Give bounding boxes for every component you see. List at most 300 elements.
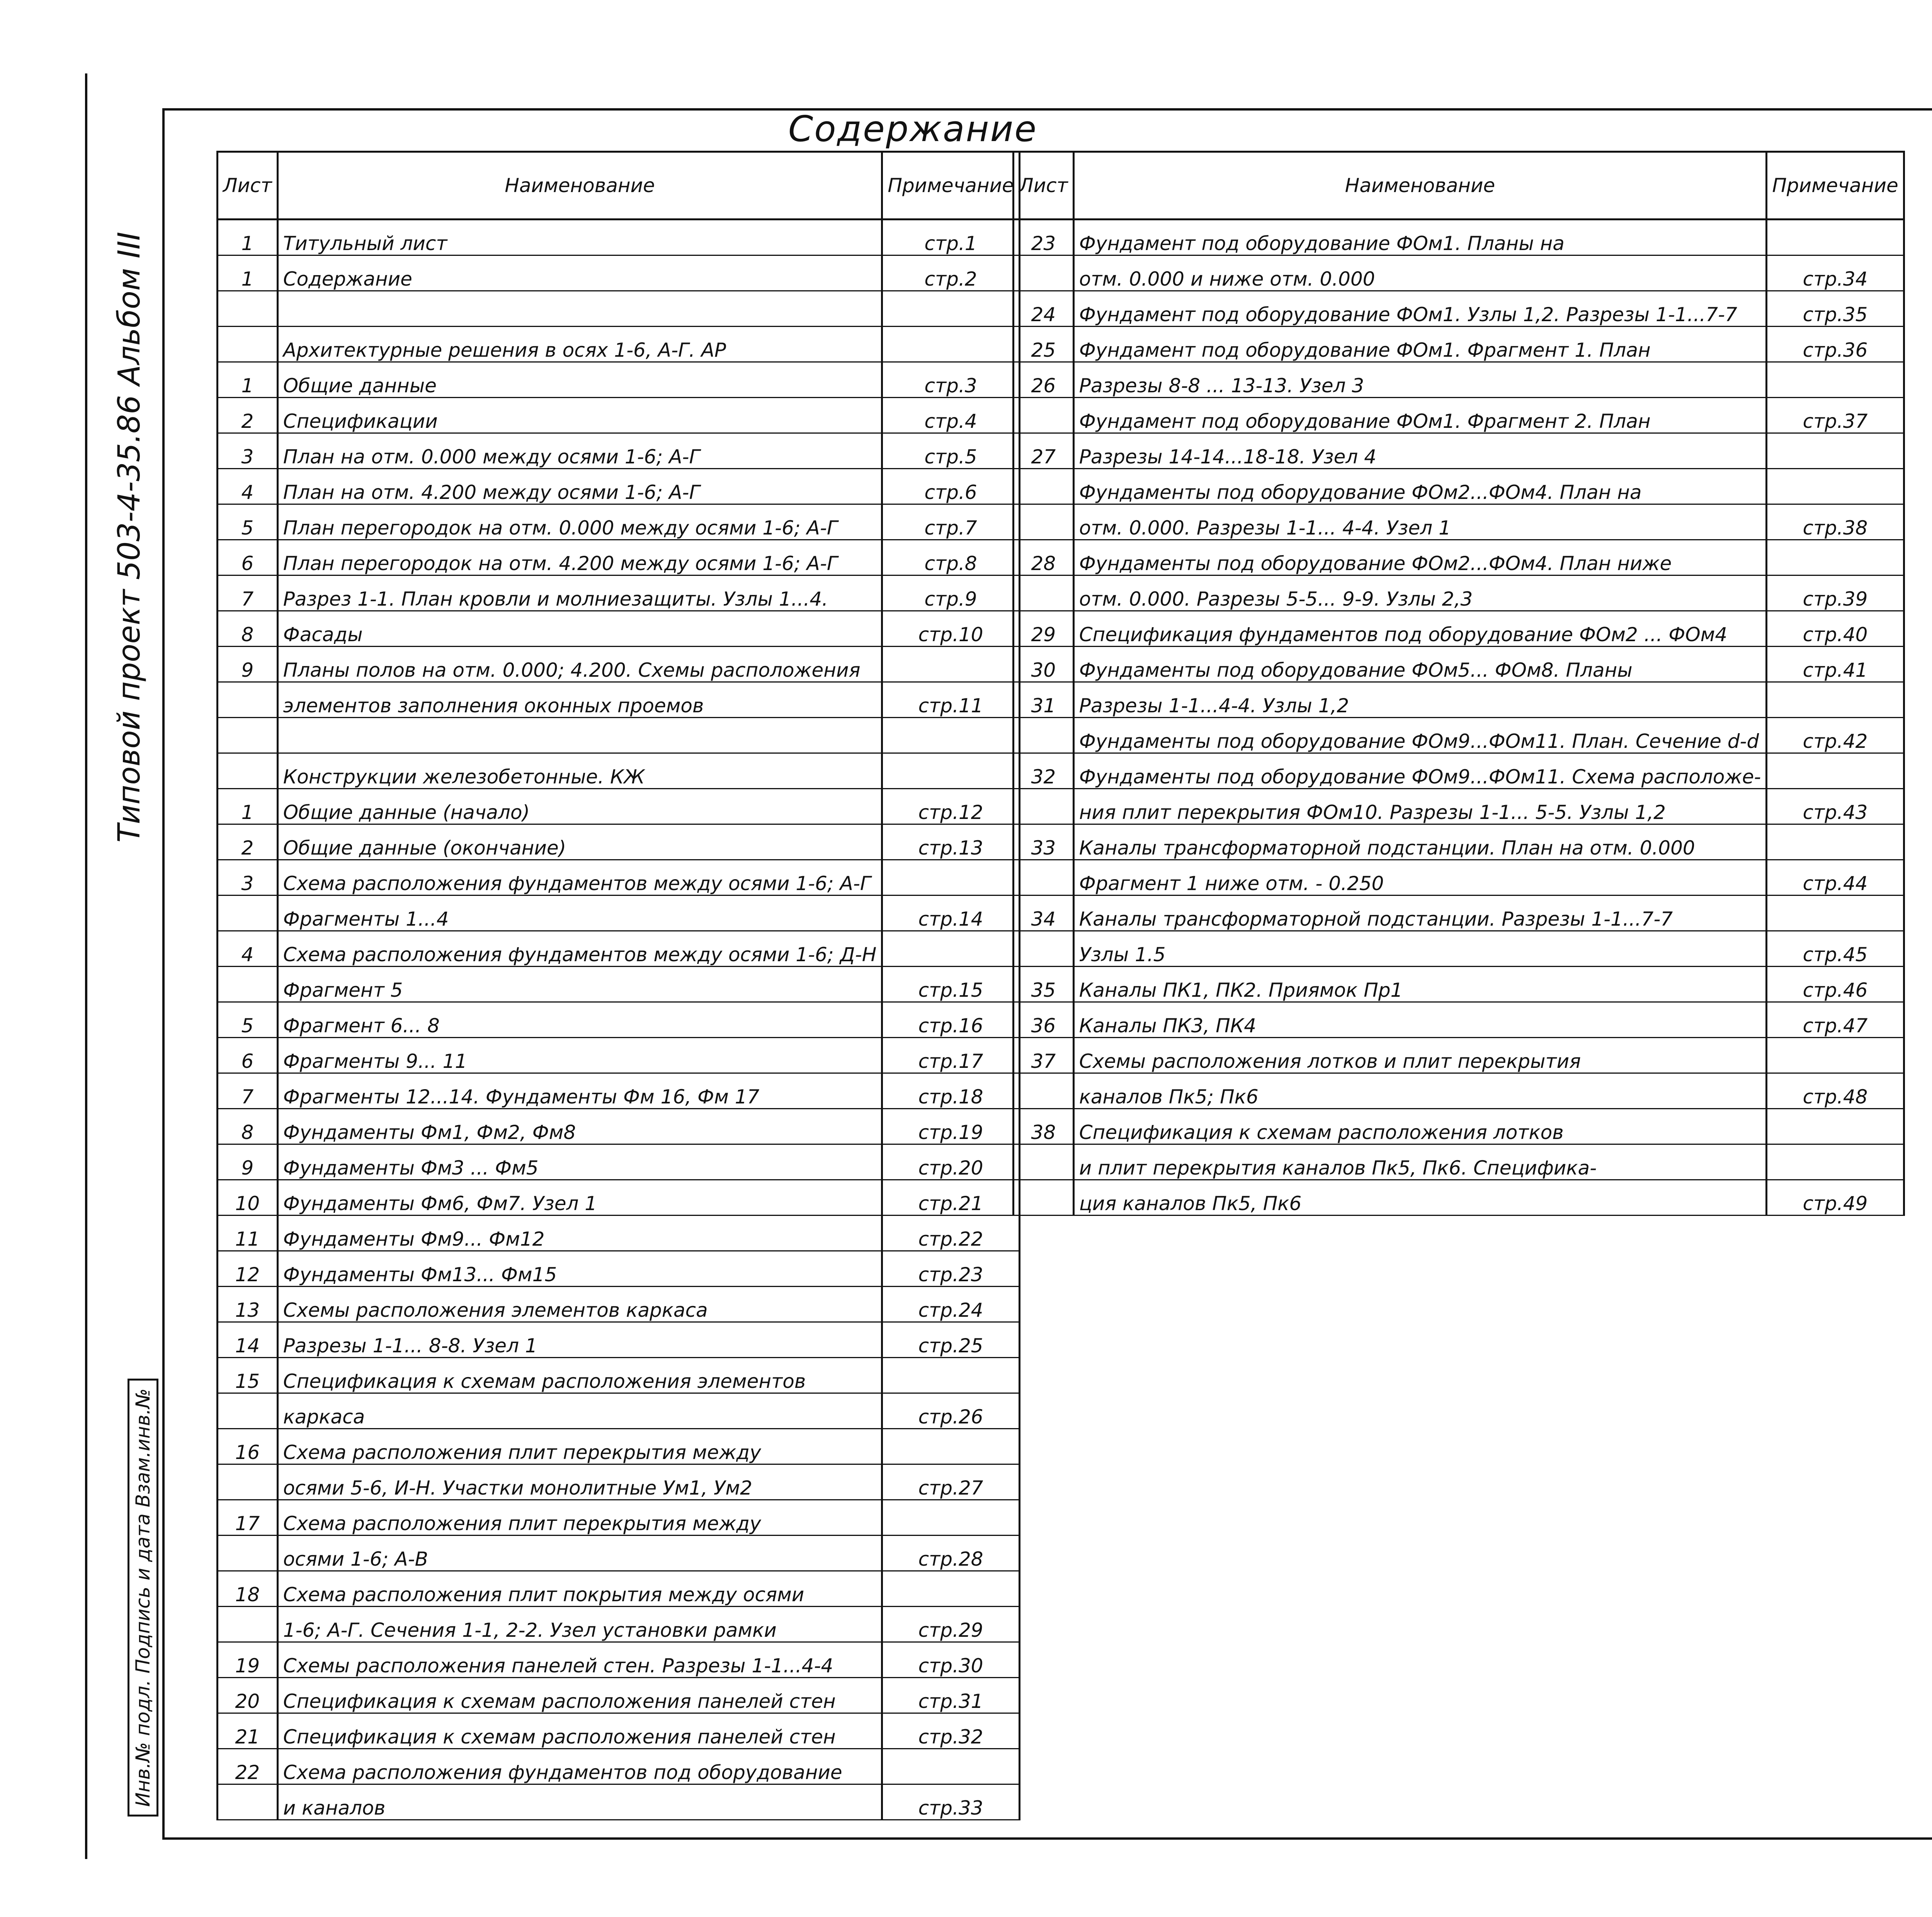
toc-row-title-cell (277, 1393, 882, 1429)
toc-row-title-cell (277, 1287, 882, 1322)
toc-row-sheet-number-cell (218, 1358, 278, 1393)
toc-row-title: Каналы ПК1, ПК2. Приямок Пр1 (1079, 979, 1403, 1002)
toc-row (1014, 647, 1904, 682)
toc-row (218, 362, 1020, 398)
toc-row-page: стр.9 (925, 588, 977, 611)
toc-row (1014, 1002, 1904, 1038)
toc-row-page: стр.17 (918, 1050, 983, 1073)
toc-row-page: стр.25 (918, 1335, 983, 1358)
toc-row-page: стр.8 (925, 552, 977, 575)
toc-row-title-cell (1073, 255, 1767, 291)
side-caption: Типовой проект 503-4-35.86 Альбом III (112, 232, 147, 843)
toc-row-title: Схема расположения плит перекрытия между (283, 1512, 761, 1536)
toc-row-page-cell (1767, 540, 1904, 575)
toc-row (218, 433, 1020, 469)
toc-row (218, 753, 1020, 789)
toc-row-page-cell (882, 1144, 1019, 1180)
toc-row-sheet-number-cell (218, 540, 278, 575)
toc-row-title-cell (1073, 362, 1767, 398)
toc-row-title: Разрезы 14-14...18-18. Узел 4 (1079, 446, 1376, 469)
toc-row-title: Фундамент под оборудование ФОм1. Планы на (1079, 232, 1565, 255)
toc-row-page: стр.49 (1803, 1192, 1868, 1216)
toc-row-page-cell (882, 1180, 1019, 1216)
toc-row-page-cell (882, 1749, 1019, 1784)
toc-row-page-cell (1767, 433, 1904, 469)
toc-row (218, 398, 1020, 433)
toc-row-page-cell (882, 1322, 1019, 1358)
toc-row-title: Разрезы 1-1...4-4. Узлы 1,2 (1079, 695, 1349, 718)
toc-row (218, 1571, 1020, 1607)
toc-row-sheet-number: 11 (235, 1228, 260, 1250)
toc-row-sheet-number-cell (218, 1713, 278, 1749)
toc-row-title: ния плит перекрытия ФОм10. Разрезы 1-1... 5-5. Узлы 1,2 (1079, 801, 1666, 824)
toc-row-page-cell (1767, 824, 1904, 860)
toc-row-title-cell (277, 1500, 882, 1536)
toc-row-sheet-number-cell (1014, 824, 1074, 860)
toc-row-page: стр.15 (918, 979, 983, 1002)
toc-row (1014, 1073, 1904, 1109)
toc-row-title-cell (277, 1429, 882, 1464)
toc-row-sheet-number: 1 (241, 801, 254, 824)
toc-row-sheet-number-cell (218, 647, 278, 682)
toc-row-title-cell (277, 1180, 882, 1216)
toc-row-title: Планы полов на отм. 0.000; 4.200. Схемы расположения (283, 659, 861, 682)
toc-row-sheet-number-cell (218, 789, 278, 824)
toc-row-sheet-number: 18 (235, 1583, 260, 1606)
toc-row-title-cell (1073, 860, 1767, 896)
toc-row-sheet-number: 8 (241, 623, 254, 646)
toc-row-title-cell (1073, 1073, 1767, 1109)
toc-row-sheet-number-cell (218, 1571, 278, 1607)
toc-row (218, 1358, 1020, 1393)
toc-row-title-cell (277, 682, 882, 718)
toc-row-page-cell (1767, 611, 1904, 647)
toc-row-sheet-number-cell (1014, 540, 1074, 575)
toc-row-page: стр.35 (1803, 303, 1868, 327)
toc-row-title: ция каналов Пк5, Пк6 (1079, 1192, 1302, 1216)
toc-row-page: стр.37 (1803, 410, 1868, 433)
toc-row-sheet-number: 7 (241, 588, 254, 610)
toc-row-title-cell (277, 1749, 882, 1784)
toc-row-sheet-number: 4 (241, 943, 254, 966)
toc-row-page-cell (882, 753, 1019, 789)
toc-row-page: стр.1 (925, 232, 977, 255)
toc-row-page: стр.12 (918, 801, 983, 824)
toc-row (218, 611, 1020, 647)
toc-row-page-cell (882, 433, 1019, 469)
toc-row-page: стр.5 (925, 446, 977, 469)
toc-row-title-cell (277, 540, 882, 575)
toc-row-title-cell (1073, 1038, 1767, 1073)
toc-row-page-cell (882, 1500, 1019, 1536)
toc-row-title: Разрезы 1-1... 8-8. Узел 1 (283, 1335, 537, 1358)
toc-row (218, 575, 1020, 611)
toc-row-title-cell (277, 433, 882, 469)
toc-row-page-cell (1767, 718, 1904, 753)
toc-row-title: Титульный лист (283, 232, 447, 255)
toc-row-sheet-number-cell (218, 1216, 278, 1251)
toc-row-page-cell (882, 1464, 1019, 1500)
toc-row-page-cell (882, 1429, 1019, 1464)
toc-row-title-cell (277, 931, 882, 967)
toc-row-sheet-number: 9 (241, 659, 254, 681)
toc-row (218, 1073, 1020, 1109)
toc-row-page-cell (1767, 1073, 1904, 1109)
toc-row-title: Схема расположения плит покрытия между осями (283, 1583, 804, 1607)
toc-table-left (216, 151, 1020, 1820)
toc-row-page-cell (882, 1251, 1019, 1287)
toc-row-sheet-number: 36 (1031, 1015, 1056, 1037)
toc-row-sheet-number: 15 (235, 1370, 260, 1393)
toc-row-sheet-number-cell (1014, 1144, 1074, 1180)
toc-row-sheet-number: 37 (1031, 1050, 1056, 1073)
toc-row-title-cell (1073, 540, 1767, 575)
toc-row-title: 1-6; А-Г. Сечения 1-1, 2-2. Узел установки рамки (283, 1619, 777, 1642)
toc-row (1014, 469, 1904, 504)
toc-row (218, 1678, 1020, 1713)
toc-row-title: Каналы ПК3, ПК4 (1079, 1015, 1256, 1038)
toc-row-title: Схема расположения фундаментов между осями 1-6; Д-Н (283, 943, 877, 967)
toc-row (218, 291, 1020, 327)
toc-row-title-cell (1073, 291, 1767, 327)
toc-row-sheet-number-cell (218, 967, 278, 1002)
toc-row-page-cell (882, 824, 1019, 860)
toc-row-page-cell (882, 398, 1019, 433)
toc-row-title-cell (277, 1536, 882, 1571)
toc-row-page-cell (882, 860, 1019, 896)
toc-row-sheet-number-cell (1014, 967, 1074, 1002)
toc-row-page: стр.44 (1803, 872, 1868, 896)
toc-row-title-cell (277, 1713, 882, 1749)
toc-row-page-cell (1767, 255, 1904, 291)
toc-row-page: стр.11 (918, 695, 983, 718)
toc-row-page-cell (882, 896, 1019, 931)
toc-row-sheet-number-cell (218, 1607, 278, 1642)
toc-row (218, 255, 1020, 291)
toc-row (218, 1002, 1020, 1038)
toc-row (218, 1144, 1020, 1180)
toc-row-page: стр.26 (918, 1406, 983, 1429)
toc-row-title-cell (277, 1607, 882, 1642)
toc-row (218, 1251, 1020, 1287)
toc-row-page-cell (882, 1287, 1019, 1322)
toc-row-title-cell (277, 1322, 882, 1358)
toc-row-sheet-number-cell (218, 1784, 278, 1820)
toc-row-title: и плит перекрытия каналов Пк5, Пк6. Специфика- (1079, 1157, 1597, 1180)
toc-row-title-cell (277, 291, 882, 327)
toc-row-title: отм. 0.000. Разрезы 5-5... 9-9. Узлы 2,3 (1079, 588, 1473, 611)
toc-row-page-cell (1767, 789, 1904, 824)
toc-row-page: стр.32 (918, 1726, 983, 1749)
toc-row-page: стр.33 (918, 1797, 983, 1820)
toc-row-page: стр.3 (925, 375, 977, 398)
toc-row-title-cell (277, 1571, 882, 1607)
toc-row-page-cell (1767, 1109, 1904, 1144)
toc-row-title: каркаса (283, 1406, 365, 1429)
toc-row-sheet-number: 31 (1031, 695, 1056, 717)
toc-row-page: стр.43 (1803, 801, 1868, 824)
toc-row (1014, 896, 1904, 931)
toc-row-sheet-number: 6 (241, 552, 254, 575)
toc-row-title: План на отм. 0.000 между осями 1-6; А-Г (283, 446, 700, 469)
toc-row-title: Фундаменты под оборудование ФОм9...ФОм11. План. Сечение d-d (1079, 730, 1759, 753)
toc-row-title: Содержание (283, 268, 412, 291)
toc-row-sheet-number-cell (218, 291, 278, 327)
toc-row-title-cell (1073, 1180, 1767, 1216)
toc-row-sheet-number: 12 (235, 1263, 260, 1286)
toc-row-title-cell (277, 220, 882, 255)
toc-row-title: Спецификация фундаментов под оборудование ФОм2 ... ФОм4 (1079, 623, 1728, 647)
toc-row-title: Фрагменты 9... 11 (283, 1050, 467, 1073)
toc-row-page-cell (882, 1678, 1019, 1713)
toc-row-sheet-number-cell (218, 362, 278, 398)
toc-row-title: Фундамент под оборудование ФОм1. Узлы 1,2. Разрезы 1-1...7-7 (1079, 303, 1737, 327)
toc-row-page-cell (882, 220, 1019, 255)
toc-row-title-cell (277, 1109, 882, 1144)
toc-row-title: и каналов (283, 1797, 386, 1820)
toc-row-page-cell (1767, 362, 1904, 398)
page-title: Содержание (788, 108, 1037, 150)
toc-row-sheet-number-cell (1014, 789, 1074, 824)
toc-row (218, 327, 1020, 362)
toc-row-title-cell (1073, 753, 1767, 789)
toc-row-title-cell (1073, 789, 1767, 824)
toc-row (1014, 931, 1904, 967)
toc-row-title-cell (1073, 327, 1767, 362)
toc-row (218, 647, 1020, 682)
toc-row-sheet-number: 38 (1031, 1121, 1056, 1144)
toc-row (1014, 789, 1904, 824)
toc-row (218, 860, 1020, 896)
toc-row-sheet-number-cell (218, 611, 278, 647)
toc-row-page-cell (1767, 931, 1904, 967)
toc-row-title-cell (277, 362, 882, 398)
toc-row-title: Фундаменты под оборудование ФОм5... ФОм8. Планы (1079, 659, 1633, 682)
toc-row-title: Фундаменты под оборудование ФОм9...ФОм11. Схема расположе- (1079, 766, 1761, 789)
toc-row-page: стр.23 (918, 1263, 983, 1287)
toc-row-page: стр.42 (1803, 730, 1868, 753)
toc-row-title: План перегородок на отм. 0.000 между осями 1-6; А-Г (283, 517, 838, 540)
toc-row-sheet-number-cell (1014, 327, 1074, 362)
toc-row-title: Общие данные (283, 375, 437, 398)
toc-row (1014, 327, 1904, 362)
toc-row-page: стр.30 (918, 1655, 983, 1678)
toc-row-sheet-number: 5 (241, 517, 254, 539)
toc-row-title-cell (1073, 1144, 1767, 1180)
toc-row-title-cell (1073, 896, 1767, 931)
toc-row-sheet-number: 28 (1031, 552, 1056, 575)
toc-row (218, 1536, 1020, 1571)
toc-row-title-cell (1073, 647, 1767, 682)
toc-row-page-cell (1767, 860, 1904, 896)
toc-row (218, 789, 1020, 824)
toc-row-page-cell (882, 327, 1019, 362)
toc-row (1014, 824, 1904, 860)
toc-row-sheet-number: 10 (235, 1192, 260, 1215)
toc-row-title: Спецификация к схемам расположения панелей стен (283, 1726, 836, 1749)
toc-row-title-cell (1073, 718, 1767, 753)
toc-row-title: Фундаменты под оборудование ФОм2...ФОм4. План на (1079, 481, 1642, 504)
toc-row-page-cell (882, 1607, 1019, 1642)
toc-row-page-cell (882, 291, 1019, 327)
toc-row (218, 682, 1020, 718)
toc-row-page-cell (1767, 753, 1904, 789)
toc-row-page: стр.34 (1803, 268, 1868, 291)
toc-row-title: осями 1-6; А-В (283, 1548, 428, 1571)
toc-row-title-cell (277, 967, 882, 1002)
toc-row-title: Спецификация к схемам расположения панелей стен (283, 1690, 836, 1713)
toc-row (218, 824, 1020, 860)
toc-row-page-cell (1767, 327, 1904, 362)
toc-row-sheet-number-cell (218, 824, 278, 860)
toc-row-page-cell (882, 575, 1019, 611)
toc-row-page: стр.47 (1803, 1015, 1868, 1038)
toc-row-page: стр.27 (918, 1477, 983, 1500)
toc-row-title-cell (277, 1144, 882, 1180)
toc-row (218, 1109, 1020, 1144)
toc-row-page-cell (882, 682, 1019, 718)
toc-row-title: План на отм. 4.200 между осями 1-6; А-Г (283, 481, 700, 504)
toc-row-sheet-number-cell (218, 504, 278, 540)
toc-row-sheet-number: 33 (1031, 837, 1056, 859)
toc-row-title: Фрагмент 1 ниже отм. - 0.250 (1079, 872, 1384, 896)
toc-row-sheet-number-cell (218, 575, 278, 611)
toc-row-page: стр.39 (1803, 588, 1868, 611)
toc-row-sheet-number-cell (218, 1429, 278, 1464)
toc-row-page-cell (882, 362, 1019, 398)
toc-row-page: стр.18 (918, 1086, 983, 1109)
toc-row-title-cell (277, 398, 882, 433)
toc-row-sheet-number-cell (1014, 504, 1074, 540)
col-header-note: Примечание (1767, 152, 1904, 220)
toc-row-sheet-number: 21 (235, 1726, 260, 1748)
toc-row-page-cell (882, 611, 1019, 647)
toc-row-title-cell (277, 1642, 882, 1678)
toc-row (218, 1749, 1020, 1784)
toc-row-page-cell (882, 540, 1019, 575)
toc-row-sheet-number: 6 (241, 1050, 254, 1073)
toc-row-page-cell (882, 718, 1019, 753)
toc-row-sheet-number: 14 (235, 1335, 260, 1357)
toc-row-sheet-number-cell (1014, 1073, 1074, 1109)
toc-row (218, 1216, 1020, 1251)
toc-row (218, 220, 1020, 255)
toc-row-sheet-number-cell (218, 1464, 278, 1500)
toc-row-title: Общие данные (начало) (283, 801, 530, 824)
toc-row (218, 1784, 1020, 1820)
toc-row-title: Спецификация к схемам расположения лотков (1079, 1121, 1564, 1144)
toc-row-title: каналов Пк5; Пк6 (1079, 1086, 1259, 1109)
side-stamp: Инв.№ подл. Подпись и дата Взам.инв.№ (128, 1379, 158, 1817)
toc-row (1014, 398, 1904, 433)
toc-row (218, 967, 1020, 1002)
toc-row-sheet-number-cell (218, 1536, 278, 1571)
col-header-name: Наименование (277, 152, 882, 220)
toc-row-title: Общие данные (окончание) (283, 837, 566, 860)
toc-row-title-cell (1073, 682, 1767, 718)
toc-row-title-cell (277, 1251, 882, 1287)
toc-row-page-cell (882, 967, 1019, 1002)
toc-row-title-cell (1073, 611, 1767, 647)
toc-row-page: стр.29 (918, 1619, 983, 1642)
toc-row (218, 1322, 1020, 1358)
toc-row-page: стр.6 (925, 481, 977, 504)
toc-row-title: Спецификации (283, 410, 438, 433)
toc-row-title: Разрез 1-1. План кровли и молниезащиты. Узлы 1...4. (283, 588, 828, 611)
toc-row-sheet-number-cell (218, 1002, 278, 1038)
toc-row-title: Каналы трансформаторной подстанции. План на отм. 0.000 (1079, 837, 1695, 860)
toc-row-sheet-number-cell (218, 1500, 278, 1536)
toc-row-title-cell (277, 327, 882, 362)
toc-row-title: Фундаменты Фм6, Фм7. Узел 1 (283, 1192, 597, 1216)
toc-row-sheet-number: 22 (235, 1761, 260, 1784)
toc-row-title: Архитектурные решения в осях 1-6, А-Г. АР (283, 339, 726, 362)
toc-row (218, 469, 1020, 504)
toc-row-page-cell (882, 1216, 1019, 1251)
toc-row (1014, 753, 1904, 789)
toc-row-sheet-number-cell (218, 931, 278, 967)
toc-body-left (218, 220, 1020, 1820)
toc-row-sheet-number-cell (218, 753, 278, 789)
toc-row-title: Фундаменты Фм3 ... Фм5 (283, 1157, 539, 1180)
col-header-name: Наименование (1073, 152, 1767, 220)
toc-row-page-cell (1767, 896, 1904, 931)
toc-row-title-cell (1073, 824, 1767, 860)
toc-row-title-cell (277, 789, 882, 824)
toc-row-title: Фрагменты 1...4 (283, 908, 449, 931)
toc-row-title-cell (277, 255, 882, 291)
toc-row-title-cell (277, 824, 882, 860)
toc-row-title-cell (1073, 575, 1767, 611)
toc-row (218, 1500, 1020, 1536)
toc-row (218, 1642, 1020, 1678)
toc-row-page: стр.38 (1803, 517, 1868, 540)
toc-row-page-cell (1767, 647, 1904, 682)
toc-row-sheet-number-cell (1014, 682, 1074, 718)
toc-row-title: Схемы расположения панелей стен. Разрезы 1-1...4-4 (283, 1655, 833, 1678)
toc-row-page-cell (882, 255, 1019, 291)
toc-row-title-cell (1073, 398, 1767, 433)
toc-row-title: Схема расположения фундаментов под оборудование (283, 1761, 842, 1784)
toc-row-sheet-number: 26 (1031, 375, 1056, 397)
toc-row-title-cell (1073, 967, 1767, 1002)
toc-row-page-cell (1767, 220, 1904, 255)
toc-row-title: Конструкции железобетонные. КЖ (283, 766, 645, 789)
toc-row-sheet-number-cell (1014, 362, 1074, 398)
toc-row-sheet-number-cell (218, 433, 278, 469)
toc-row-page: стр.48 (1803, 1086, 1868, 1109)
toc-row-sheet-number-cell (218, 1038, 278, 1073)
toc-row-sheet-number: 29 (1031, 623, 1056, 646)
toc-row-sheet-number-cell (218, 1642, 278, 1678)
toc-row (218, 1607, 1020, 1642)
toc-row-title-cell (277, 1002, 882, 1038)
toc-row-page-cell (1767, 398, 1904, 433)
toc-row-page: стр.2 (925, 268, 977, 291)
toc-row-page-cell (882, 504, 1019, 540)
toc-row-sheet-number-cell (218, 398, 278, 433)
toc-row (218, 931, 1020, 967)
toc-row-page-cell (882, 931, 1019, 967)
toc-row (218, 1464, 1020, 1500)
toc-row-page-cell (882, 1642, 1019, 1678)
toc-row-sheet-number-cell (1014, 1109, 1074, 1144)
toc-row-title: Схемы расположения элементов каркаса (283, 1299, 708, 1322)
toc-row-title-cell (277, 1038, 882, 1073)
toc-row (218, 1038, 1020, 1073)
toc-row-title: отм. 0.000. Разрезы 1-1... 4-4. Узел 1 (1079, 517, 1451, 540)
toc-row-title: Фасады (283, 623, 363, 647)
